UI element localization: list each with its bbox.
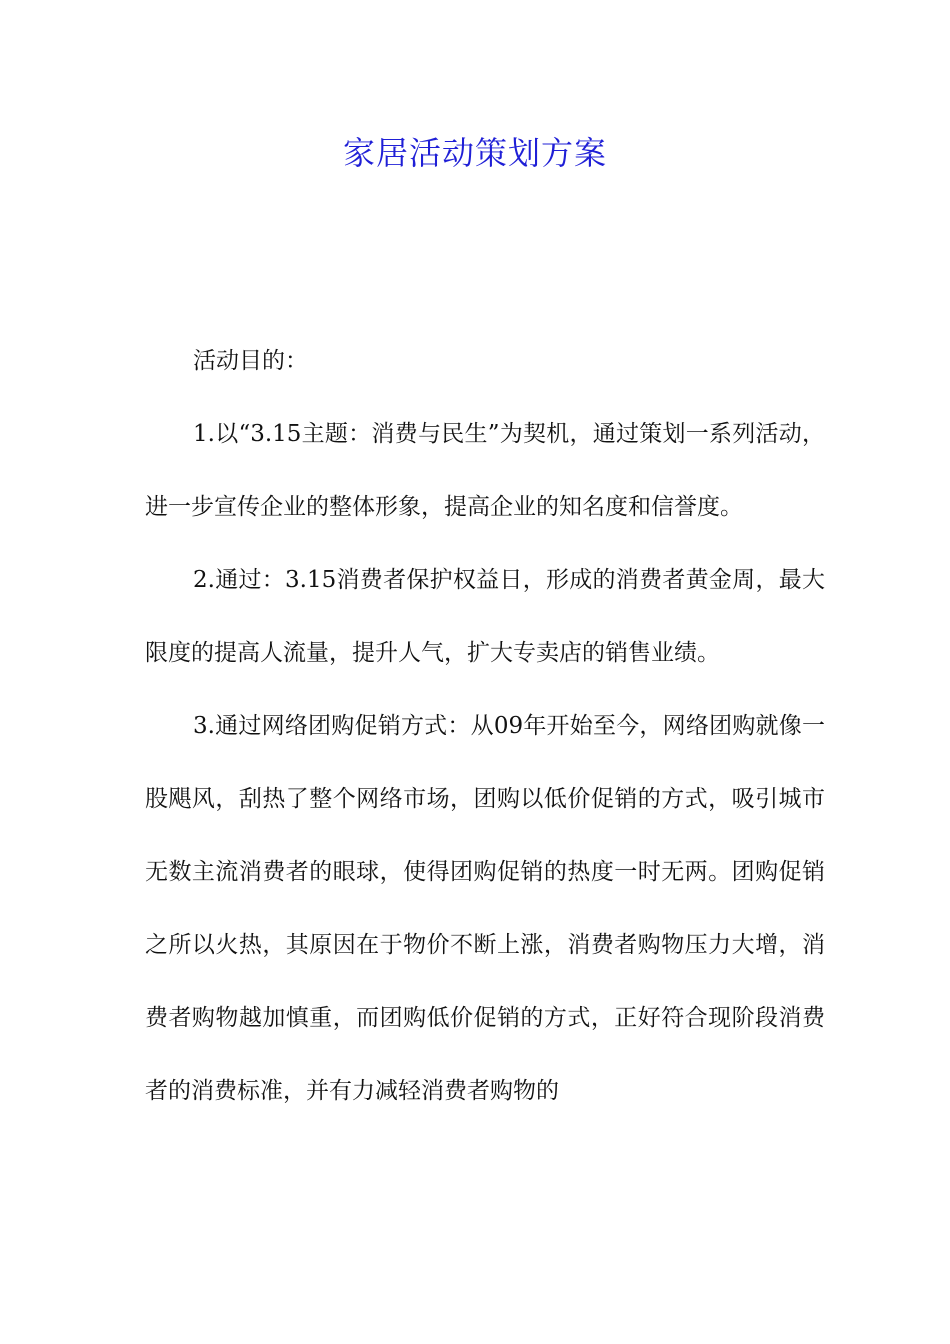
paragraph-purpose-heading: 活动目的： bbox=[193, 348, 308, 374]
paragraph-goal-1: 1.以“3.15主题：消费与民生”为契机，通过策划一系列活动，进一步宣传企业的整体形象，提高企业的知名度和信誉度。 bbox=[145, 421, 825, 520]
paragraph-goal-3: 3.通过网络团购促销方式：从09年开始至今，网络团购就像一股飓风，刮热了整个网络市场，团购以低价促销的方式，吸引城市无数主流消费者的眼球，使得团购促销的热度一时无两。团购促销之所以火热，其原因在于物价不断上涨，消费者购物压力大增，消费者购物越加慎重，而团购低价促销的方式，正好符合现阶段消费者的消费标准，并有力减轻消费者购物的 bbox=[145, 713, 825, 1104]
document-title: 家居活动策划方案 bbox=[342, 134, 607, 172]
paragraph-goal-2: 2.通过：3.15消费者保护权益日，形成的消费者黄金周，最大限度的提高人流量，提升人气，扩大专卖店的销售业绩。 bbox=[145, 567, 825, 666]
document-body bbox=[145, 325, 825, 1128]
